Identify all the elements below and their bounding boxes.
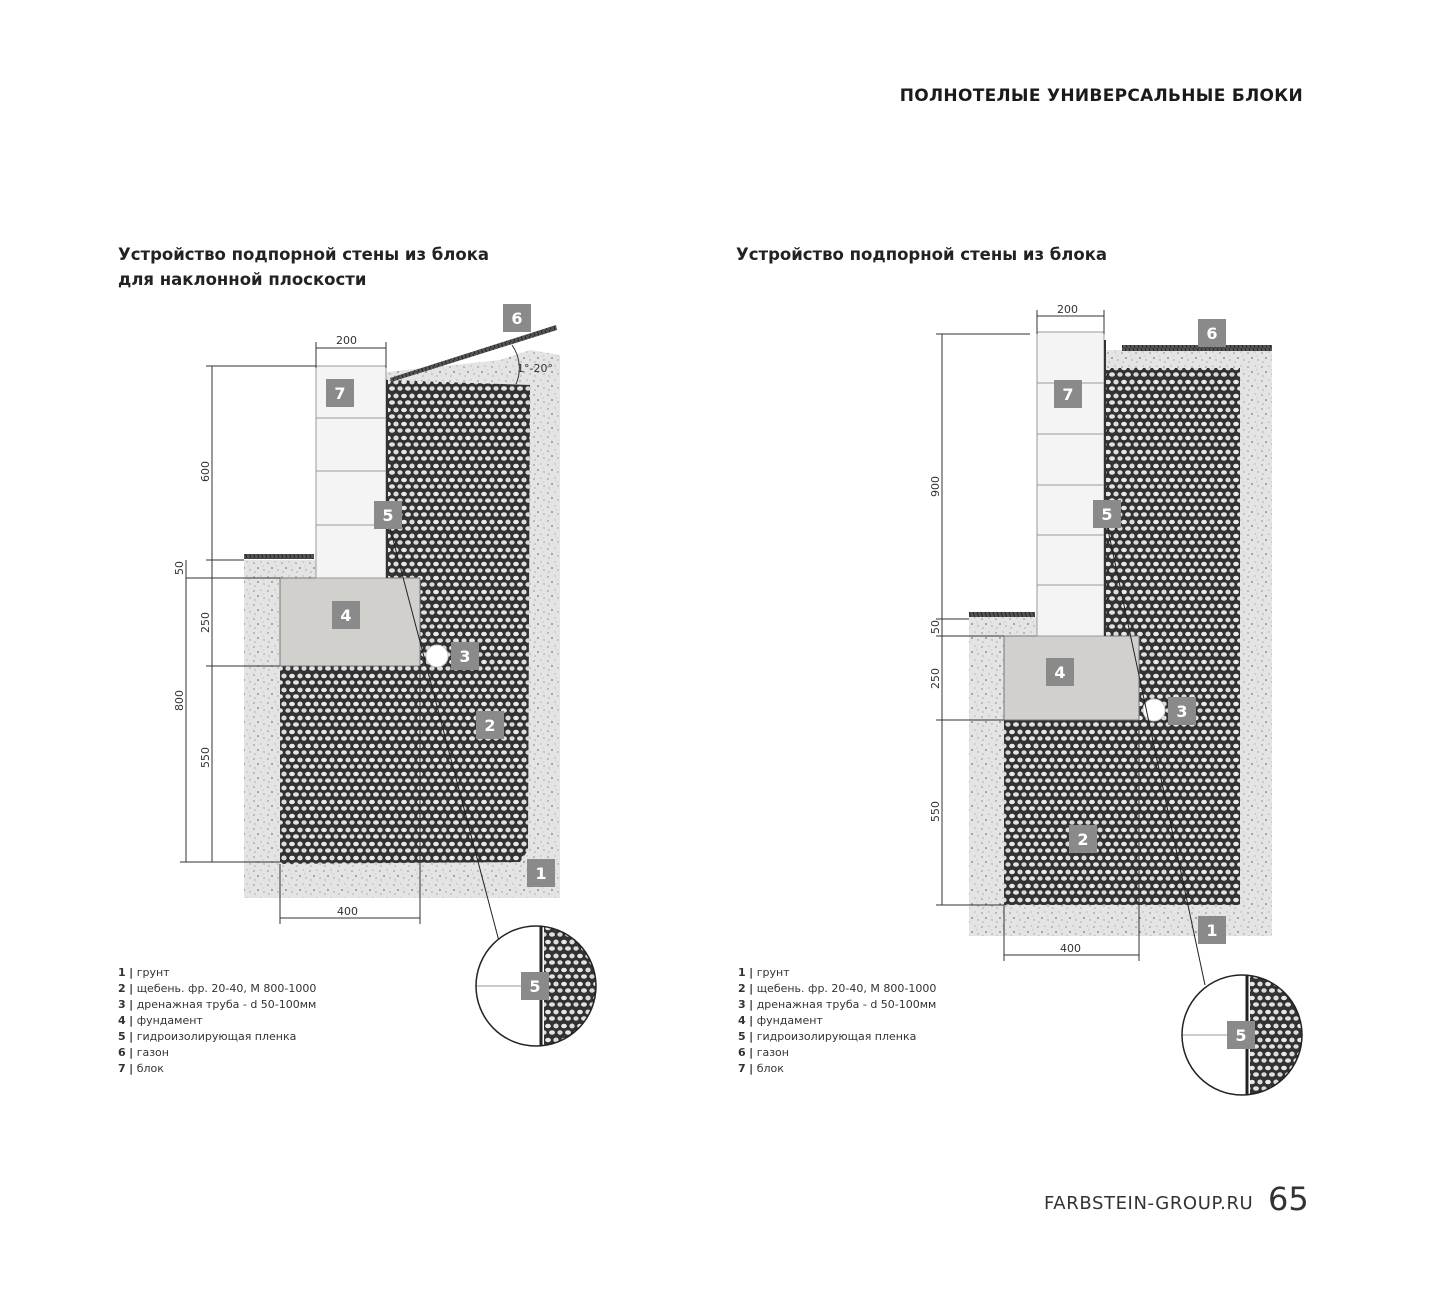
legend-item: 3 | дренажная труба - d 50-100мм — [118, 998, 317, 1011]
right-tag-2 — [1069, 825, 1097, 853]
right-lawn — [1122, 345, 1272, 351]
svg-text:6: 6 — [511, 309, 523, 328]
left-tag-5 — [374, 501, 402, 529]
legend-item: 5 | гидроизолирующая пленка — [738, 1030, 917, 1043]
left-dim-400: 400 — [337, 905, 358, 918]
legend-item: 4 | фундамент — [738, 1014, 823, 1027]
legend-item: 6 | газон — [118, 1046, 169, 1059]
svg-text:2: 2 — [1077, 830, 1089, 849]
svg-text:1: 1 — [1206, 921, 1218, 940]
right-legend — [738, 965, 936, 1077]
left-title-line2: для наклонной плоскости — [118, 270, 367, 289]
left-tag-6 — [503, 304, 531, 332]
legend-item: 4 | фундамент — [118, 1014, 203, 1027]
legend-item: 2 | щебень. фр. 20-40, М 800-1000 — [738, 982, 937, 995]
left-tag-3 — [451, 642, 479, 670]
svg-text:5: 5 — [1235, 1026, 1247, 1045]
svg-text:2: 2 — [484, 716, 496, 735]
left-diagram — [173, 304, 604, 1046]
left-dim-50: 50 — [173, 561, 186, 575]
svg-text:3: 3 — [459, 647, 471, 666]
page-number: 65 — [1268, 1180, 1309, 1218]
left-dim-600: 600 — [199, 461, 212, 482]
left-tag-2 — [476, 711, 504, 739]
svg-text:1: 1 — [535, 864, 547, 883]
right-dim-250: 250 — [929, 668, 942, 689]
svg-text:5: 5 — [1101, 505, 1113, 524]
left-tag-7 — [326, 379, 354, 407]
legend-item: 2 | щебень. фр. 20-40, М 800-1000 — [118, 982, 317, 995]
left-lawn-base — [244, 554, 314, 559]
right-dim-550: 550 — [929, 801, 942, 822]
right-block-stack — [1037, 332, 1104, 636]
right-tag-6 — [1198, 319, 1226, 347]
svg-text:5: 5 — [382, 506, 394, 525]
left-legend — [118, 965, 316, 1077]
left-drain-pipe — [426, 645, 448, 667]
svg-text:6: 6 — [1206, 324, 1218, 343]
legend-item: 1 | грунт — [738, 966, 790, 979]
legend-item: 7 | блок — [738, 1062, 784, 1075]
left-angle-label: 1°-20° — [517, 362, 553, 375]
right-diagram — [929, 303, 1310, 1095]
legend-item: 1 | грунт — [118, 966, 170, 979]
left-dim-250: 250 — [199, 612, 212, 633]
legend-item: 7 | блок — [118, 1062, 164, 1075]
legend-item: 6 | газон — [738, 1046, 789, 1059]
svg-text:7: 7 — [1062, 385, 1074, 404]
svg-text:7: 7 — [334, 384, 346, 403]
right-dim-200: 200 — [1057, 303, 1078, 316]
right-tag-4 — [1046, 658, 1074, 686]
left-dim-200: 200 — [336, 334, 357, 347]
svg-text:5: 5 — [529, 977, 541, 996]
section-header: ПОЛНОТЕЛЫЕ УНИВЕРСАЛЬНЫЕ БЛОКИ — [899, 86, 1303, 106]
legend-item: 3 | дренажная труба - d 50-100мм — [738, 998, 937, 1011]
left-dim-800: 800 — [173, 690, 186, 711]
svg-text:4: 4 — [340, 606, 352, 625]
svg-text:4: 4 — [1054, 663, 1066, 682]
right-tag-7 — [1054, 380, 1082, 408]
right-tag-1 — [1198, 916, 1226, 944]
left-tag-4 — [332, 601, 360, 629]
legend-item: 5 | гидроизолирующая пленка — [118, 1030, 297, 1043]
right-tag-3 — [1168, 697, 1196, 725]
right-lawn-base — [969, 612, 1035, 617]
left-tag-1 — [527, 859, 555, 887]
right-dim-400: 400 — [1060, 942, 1081, 955]
right-title-line1: Устройство подпорной стены из блока — [736, 245, 1108, 264]
left-title-line1: Устройство подпорной стены из блока — [118, 245, 490, 264]
svg-text:3: 3 — [1176, 702, 1188, 721]
left-detail-tag-5 — [521, 972, 549, 1000]
right-dim-50: 50 — [929, 620, 942, 634]
right-dim-900: 900 — [929, 476, 942, 497]
right-detail-tag-5 — [1227, 1021, 1255, 1049]
left-dim-550: 550 — [199, 747, 212, 768]
right-tag-5 — [1093, 500, 1121, 528]
footer-site-link[interactable]: FARBSTEIN-GROUP.RU — [1044, 1193, 1254, 1214]
